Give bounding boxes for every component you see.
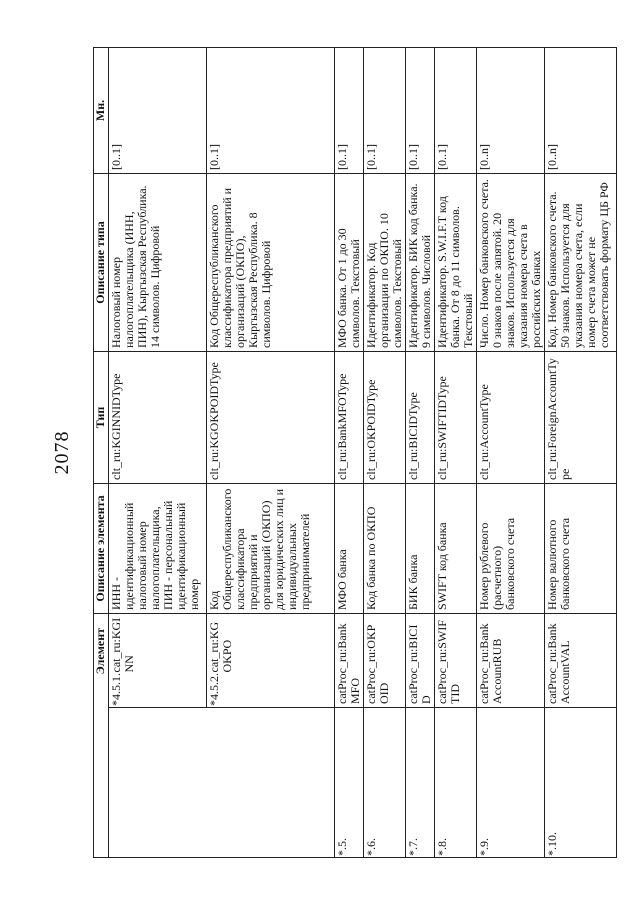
row-number: *.9.	[477, 708, 545, 858]
type-name: clt_ru:OKPOIDType	[364, 351, 406, 483]
row-number: *.8.	[435, 708, 477, 858]
type-description: Идентификатор. БИК код банка. 9 символов. Числовой	[406, 173, 435, 351]
type-description: МФО банка. От 1 до 30 символов. Текстовый	[335, 173, 364, 351]
multiplicity: [0..1]	[335, 47, 364, 173]
rotated-table-wrapper	[93, 48, 611, 858]
table-header-row	[94, 47, 109, 857]
element-name: catProc_ru:BankAccountRUB	[477, 613, 545, 707]
element-description: БИК банка	[406, 483, 435, 613]
element-description: Код Общереспубликанского классификатора предприятий и организаций (ОКПО) для юридических лиц и индивидуальных предпринимателей	[207, 483, 335, 613]
type-description: Код Общереспубликанского классификатора предприятий и организаций (ОКПО), Кыргызская Республика. 8 символов. Цифровой	[207, 173, 335, 351]
page-number: 2078	[50, 430, 73, 475]
table-row	[435, 47, 477, 857]
table-row	[477, 47, 545, 857]
table-row	[406, 47, 435, 857]
element-name: catProc_ru:BICID	[406, 613, 435, 707]
row-number: *.7.	[406, 708, 435, 858]
type-name: clt_ru:BICIDType	[406, 351, 435, 483]
table-row	[364, 47, 406, 857]
header-element-description: Описание элемента	[94, 483, 109, 613]
element-description: ИНН - идентификационный налоговый номер налогоплательщика, ПИН - персональный идентификационный номер	[109, 483, 207, 613]
type-name: clt_ru:AccountType	[477, 351, 545, 483]
table-row	[335, 47, 364, 857]
element-name: cat_ru:KGOKPO	[207, 613, 335, 675]
row-number: *.5.	[335, 708, 364, 858]
element-name: catProc_ru:BankAccountVAL	[545, 613, 617, 707]
element-description: МФО банка	[335, 483, 364, 613]
type-name: clt_ru:KGOKPOIDType	[207, 351, 335, 483]
elements-table	[93, 47, 617, 858]
element-description: Код банка по ОКПО	[364, 483, 406, 613]
element-name: catProc_ru:OKPOID	[364, 613, 406, 707]
element-description: Номер валютного банковского счета	[545, 483, 617, 613]
type-name: clt_ru:KGINNIDType	[109, 351, 207, 483]
row-number: *.6.	[364, 708, 406, 858]
header-type: Тип	[94, 351, 109, 483]
multiplicity: [0..1]	[406, 47, 435, 173]
type-name: clt_ru:SWIFTIDType	[435, 351, 477, 483]
header-element: Элемент	[94, 613, 109, 857]
multiplicity: [0..1]	[109, 47, 207, 173]
type-description: Код. Номер банковского счета. 50 знаков. Используется для указания номера счета, если номер счета может не соответствовать формату ЦБ РФ	[545, 173, 617, 351]
element-name: catProc_ru:BankMFO	[335, 613, 364, 707]
multiplicity: [0..n]	[545, 47, 617, 173]
type-name: clt_ru:BankMFOType	[335, 351, 364, 483]
type-description: Налоговый номер налогоплательщика (ИНН, ПИН), Кыргызская Республика. 14 символов. Цифровой	[109, 173, 207, 351]
multiplicity: [0..n]	[477, 47, 545, 173]
type-name: clt_ru:ForeignAccountType	[545, 351, 617, 483]
header-type-description: Описание типа	[94, 173, 109, 351]
element-description: SWIFT код банка	[435, 483, 477, 613]
element-name: catProc_ru:SWIFTID	[435, 613, 477, 707]
row-number: *4.5.2.	[207, 676, 335, 708]
element-name: cat_ru:KGINN	[109, 613, 207, 675]
multiplicity: [0..1]	[435, 47, 477, 173]
row-number: *4.5.1.	[109, 676, 207, 708]
type-description: Идентификатор. Код организации по ОКПО. 10 символов. Текстовый	[364, 173, 406, 351]
table-row	[545, 47, 617, 857]
type-description: Идентификатор. S.W.I.F.T код банка. От 8 до 11 символов. Текстовый	[435, 173, 477, 351]
row-number: *.10.	[545, 708, 617, 858]
blank-cell	[109, 708, 335, 858]
table-row	[109, 47, 207, 857]
multiplicity: [0..1]	[364, 47, 406, 173]
element-description: Номер рублевого (расчетного) банковского счета	[477, 483, 545, 613]
multiplicity: [0..1]	[207, 47, 335, 173]
header-multiplicity: Мн.	[94, 47, 109, 173]
type-description: Число. Номер банковского счета. 0 знаков после запятой. 20 знаков. Используется для указания номера счета в российских банках	[477, 173, 545, 351]
